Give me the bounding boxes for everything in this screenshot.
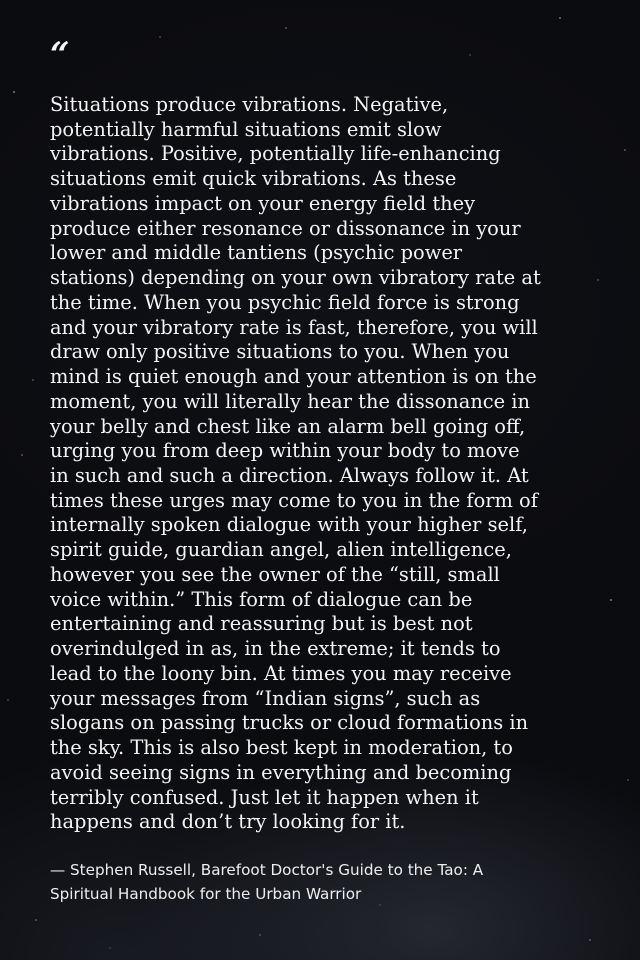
quote-line: happens and don’t try looking for it. [50,810,406,834]
quote-line: the sky. This is also best kept in moderation, to [50,736,513,760]
quote-line: urging you from deep within your body to move [50,439,520,463]
quote-line: draw only positive situations to you. When you [50,340,510,364]
quote-line: your messages from “Indian signs”, such as [50,686,481,710]
quote-line: situations emit quick vibrations. As these [50,167,457,191]
quote-line: vibrations impact on your energy field they [50,191,476,215]
quote-line: slogans on passing trucks or cloud formations in [50,711,529,735]
quote-line: in such and such a direction. Always follow it. At [50,464,529,488]
quote-line: terribly confused. Just let it happen when it [50,785,479,809]
quote-line: however you see the owner of the “still, small [50,562,500,586]
attribution-line: — Stephen Russell, Barefoot Doctor's Guide to the Tao: A [50,861,484,879]
attribution-line: Spiritual Handbook for the Urban Warrior [50,885,362,903]
quote-mark-icon: “ [50,35,70,75]
quote-text [50,93,595,835]
quote-line: lead to the loony bin. At times you may receive [50,661,512,685]
quote-line: avoid seeing signs in everything and becoming [50,760,512,784]
quote-line: Situations produce vibrations. Negative, [50,93,449,116]
quote-line: stations) depending on your own vibratory rate at [50,266,541,290]
quote-line: spirit guide, guardian angel, alien intelligence, [50,538,512,562]
quote-line: the time. When you psychic field force is strong [50,290,520,314]
quote-line: produce either resonance or dissonance in your [50,216,521,240]
quote-line: lower and middle tantiens (psychic power [50,241,463,265]
quote-line: overindulged in as, in the extreme; it tends to [50,637,501,661]
quote-line: internally spoken dialogue with your higher self, [50,513,528,537]
quote-line: and your vibratory rate is fast, therefore, you will [50,315,538,339]
quote-line: potentially harmful situations emit slow [50,117,442,141]
quote-line: your belly and chest like an alarm bell going off, [50,414,526,438]
quote-line: voice within.” This form of dialogue can be [50,587,473,611]
quote-line: mind is quiet enough and your attention is on the [50,365,537,389]
quote-line: moment, you will literally hear the dissonance in [50,389,530,413]
quote-attribution [50,858,610,906]
quote-line: entertaining and reassuring but is best not [50,612,473,636]
quote-line: times these urges may come to you in the form of [50,488,538,512]
quote-line: vibrations. Positive, potentially life-enhancing [50,142,501,166]
